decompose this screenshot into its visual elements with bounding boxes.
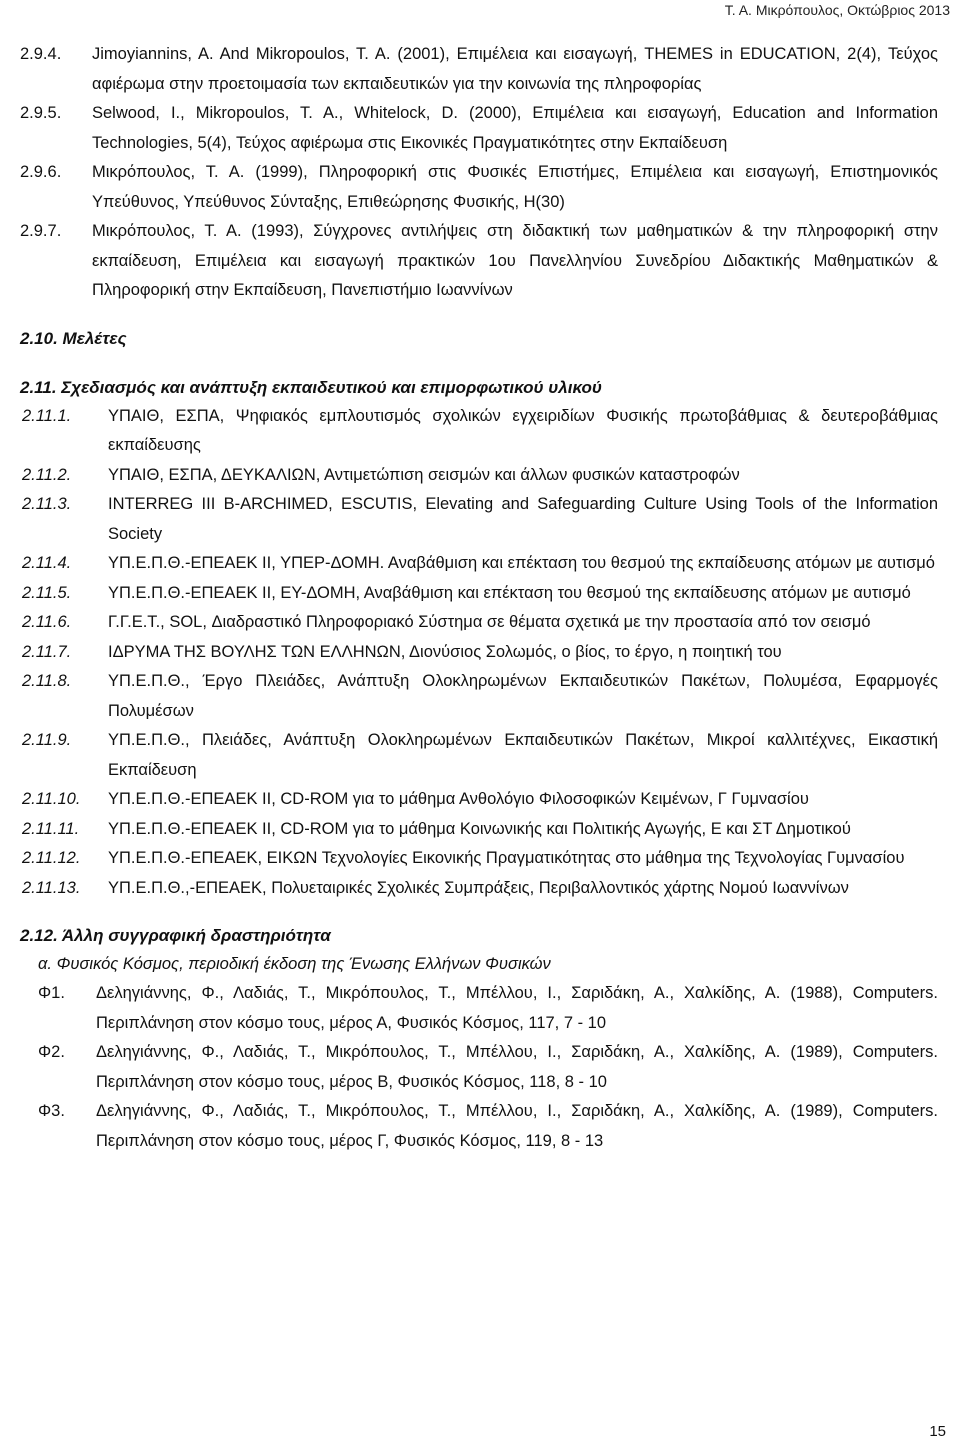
item-number: 2.11.11. xyxy=(22,819,80,838)
list-item xyxy=(20,158,938,217)
item-number: 2.9.6. xyxy=(20,163,62,181)
list-item xyxy=(38,979,938,1038)
list-item xyxy=(22,815,938,845)
item-number: Φ1. xyxy=(38,984,65,1002)
item-number: 2.9.4. xyxy=(20,45,62,63)
item-number: Φ3. xyxy=(38,1102,65,1120)
item-text: Selwood, I., Mikropoulos, T. A., Whitelock, D. (2000), Επιμέλεια και εισαγωγή, Education and Information Technologies, 5(4), Τεύχος αφιέρωμα στις Εικονικές Πραγματικότητες στην Εκπαίδευση xyxy=(92,104,938,152)
item-text: INTERREG III B-ARCHIMED, ESCUTIS, Elevating and Safeguarding Culture Using Tools of the Information Society xyxy=(108,495,938,543)
section-2-12-list xyxy=(20,979,938,1156)
item-text: Γ.Γ.Ε.Τ., SOL, Διαδραστικό Πληροφοριακό Σύστημα σε θέματα σχετικά με την προστασία από τον σεισμό xyxy=(108,613,871,631)
item-text: ΥΠ.Ε.Π.Θ.-ΕΠΕΑΕΚ ΙΙ, CD-ROM για το μάθημα Κοινωνικής και Πολιτικής Αγωγής, Ε και ΣΤ Δημοτικού xyxy=(108,819,851,838)
item-number: 2.11.3. xyxy=(22,495,72,513)
item-text: ΥΠΑΙΘ, ΕΣΠΑ, ΔΕΥΚΑΛΙΩΝ, Αντιμετώπιση σεισμών και άλλων φυσικών καταστροφών xyxy=(108,465,740,484)
heading-2-10: 2.10. Μελέτες xyxy=(20,328,127,348)
list-item xyxy=(22,667,938,726)
item-number: 2.11.10. xyxy=(22,790,81,808)
item-text: ΥΠΑΙΘ, ΕΣΠΑ, Ψηφιακός εμπλουτισμός σχολικών εγχειριδίων Φυσικής πρωτοβάθμιας & δευτεροβάθμιας εκπαίδευσης xyxy=(108,406,938,454)
item-text: Jimoyiannins, A. And Mikropoulos, T. A. (2001), Επιμέλεια και εισαγωγή, THEMES in EDUCATION, 2(4), Τεύχος αφιέρωμα στην προετοιμασία των εκπαιδευτικών για την κοινωνία της πληροφορίας xyxy=(92,45,938,93)
item-number: 2.11.2. xyxy=(22,465,72,484)
item-text: ΥΠ.Ε.Π.Θ.-ΕΠΕΑΕΚ ΙΙ, ΕΥ-ΔΟΜΗ, Αναβάθμιση και επέκταση του θεσμού της εκπαίδευσης ατόμων με αυτισμό xyxy=(108,583,911,602)
item-number: 2.11.1. xyxy=(22,406,72,425)
item-number: 2.11.4. xyxy=(22,554,72,572)
list-item xyxy=(22,608,938,638)
page-header: Τ. Α. Μικρόπουλος, Οκτώβριος 2013 xyxy=(724,2,950,18)
list-item xyxy=(22,785,938,815)
item-number: 2.11.8. xyxy=(22,672,72,690)
item-text: ΥΠ.Ε.Π.Θ., Πλειάδες, Ανάπτυξη Ολοκληρωμένων Εκπαιδευτικών Πακέτων, Μικροί καλλιτέχνες, Εικαστική Εκπαίδευση xyxy=(108,731,938,779)
section-2-11-list xyxy=(20,402,938,904)
item-text: Δεληγιάννης, Φ., Λαδιάς, Τ., Μικρόπουλος, Τ., Μπέλλου, Ι., Σαριδάκη, Α., Χαλκίδης, Α. (1989), Computers. Περιπλάνηση στον κόσμο τους, μέρος Γ, Φυσικός Κόσμος, 119, 8 - 13 xyxy=(96,1102,938,1150)
item-number: 2.9.5. xyxy=(20,104,62,122)
item-text: ΥΠ.Ε.Π.Θ., Έργο Πλειάδες, Ανάπτυξη Ολοκληρωμένων Εκπαιδευτικών Πακέτων, Πολυμέσα, Εφαρμογές Πολυμέσων xyxy=(108,672,938,720)
page-content xyxy=(20,40,938,1156)
item-number: 2.11.12. xyxy=(22,849,81,867)
list-item xyxy=(22,402,938,461)
list-item xyxy=(38,1097,938,1156)
list-item xyxy=(22,461,938,491)
list-item xyxy=(20,99,938,158)
item-number: 2.11.5. xyxy=(22,583,72,602)
list-item xyxy=(22,579,938,609)
item-number: Φ2. xyxy=(38,1043,65,1061)
list-item xyxy=(20,40,938,99)
heading-2-12: 2.12. Άλλη συγγραφική δραστηριότητα xyxy=(20,926,331,945)
item-text: Δεληγιάννης, Φ., Λαδιάς, Τ., Μικρόπουλος, Τ., Μπέλλου, Ι., Σαριδάκη, Α., Χαλκίδης, Α. (1988), Computers. Περιπλάνηση στον κόσμο τους, μέρος Α, Φυσικός Κόσμος, 117, 7 - 10 xyxy=(96,984,938,1032)
list-item xyxy=(22,490,938,549)
heading-2-11: 2.11. Σχεδιασμός και ανάπτυξη εκπαιδευτικού και επιμορφωτικού υλικού xyxy=(20,377,602,397)
list-item xyxy=(38,1038,938,1097)
item-number: 2.9.7. xyxy=(20,222,62,240)
item-number: 2.11.9. xyxy=(22,731,72,749)
item-text: ΥΠ.Ε.Π.Θ.-ΕΠΕΑΕΚ ΙΙ, ΥΠΕΡ-ΔΟΜΗ. Αναβάθμιση και επέκταση του θεσμού της εκπαίδευσης ατόμων με αυτισμό xyxy=(108,554,935,572)
item-text: ΥΠ.Ε.Π.Θ.-ΕΠΕΑΕΚ ΙΙ, CD-ROM για το μάθημα Ανθολόγιο Φιλοσοφικών Κειμένων, Γ Γυμνασίου xyxy=(108,790,809,808)
item-number: 2.11.7. xyxy=(22,642,72,661)
item-text: ΥΠ.Ε.Π.Θ.-ΕΠΕΑΕΚ, ΕΙΚΩΝ Τεχνολογίες Εικονικής Πραγματικότητας στο μάθημα της Τεχνολογίας Γυμνασίου xyxy=(108,849,905,867)
item-number: 2.11.13. xyxy=(22,878,81,897)
section-2-9-list xyxy=(20,40,938,306)
list-item xyxy=(22,874,938,904)
list-item xyxy=(22,726,938,785)
item-text: Δεληγιάννης, Φ., Λαδιάς, Τ., Μικρόπουλος, Τ., Μπέλλου, Ι., Σαριδάκη, Α., Χαλκίδης, Α. (1989), Computers. Περιπλάνηση στον κόσμο τους, μέρος Β, Φυσικός Κόσμος, 118, 8 - 10 xyxy=(96,1043,938,1091)
item-text: Μικρόπουλος, Τ. Α. (1999), Πληροφορική στις Φυσικές Επιστήμες, Επιμέλεια και εισαγωγή, Επιστημονικός Υπεύθυνος, Υπεύθυνος Σύνταξης, Επιθεώρησης Φυσικής, Η(30) xyxy=(92,163,938,211)
list-item xyxy=(22,638,938,668)
item-text: ΙΔΡΥΜΑ ΤΗΣ ΒΟΥΛΗΣ ΤΩΝ ΕΛΛΗΝΩΝ, Διονύσιος Σολωμός, ο βίος, το έργο, η ποιητική του xyxy=(108,642,782,661)
list-item xyxy=(22,549,938,579)
page-number: 15 xyxy=(929,1423,946,1440)
item-number: 2.11.6. xyxy=(22,613,72,631)
list-item xyxy=(22,844,938,874)
list-item xyxy=(20,217,938,306)
item-text: ΥΠ.Ε.Π.Θ.,-ΕΠΕΑΕΚ, Πολυεταιρικές Σχολικές Συμπράξεις, Περιβαλλοντικός χάρτης Νομού Ιωαννίνων xyxy=(108,878,849,897)
subheading-fysikos-kosmos: α. Φυσικός Κόσμος, περιοδική έκδοση της Ένωσης Ελλήνων Φυσικών xyxy=(38,955,551,973)
item-text: Μικρόπουλος, Τ. Α. (1993), Σύγχρονες αντιλήψεις στη διδακτική των μαθηματικών & την πληροφορική στην εκπαίδευση, Επιμέλεια και εισαγωγή πρακτικών 1ου Πανελληνίου Συνεδρίου Διδακτικής Μαθηματικών & Πληροφορική στην Εκπαίδευση, Πανεπιστήμιο Ιωαννίνων xyxy=(92,222,938,299)
